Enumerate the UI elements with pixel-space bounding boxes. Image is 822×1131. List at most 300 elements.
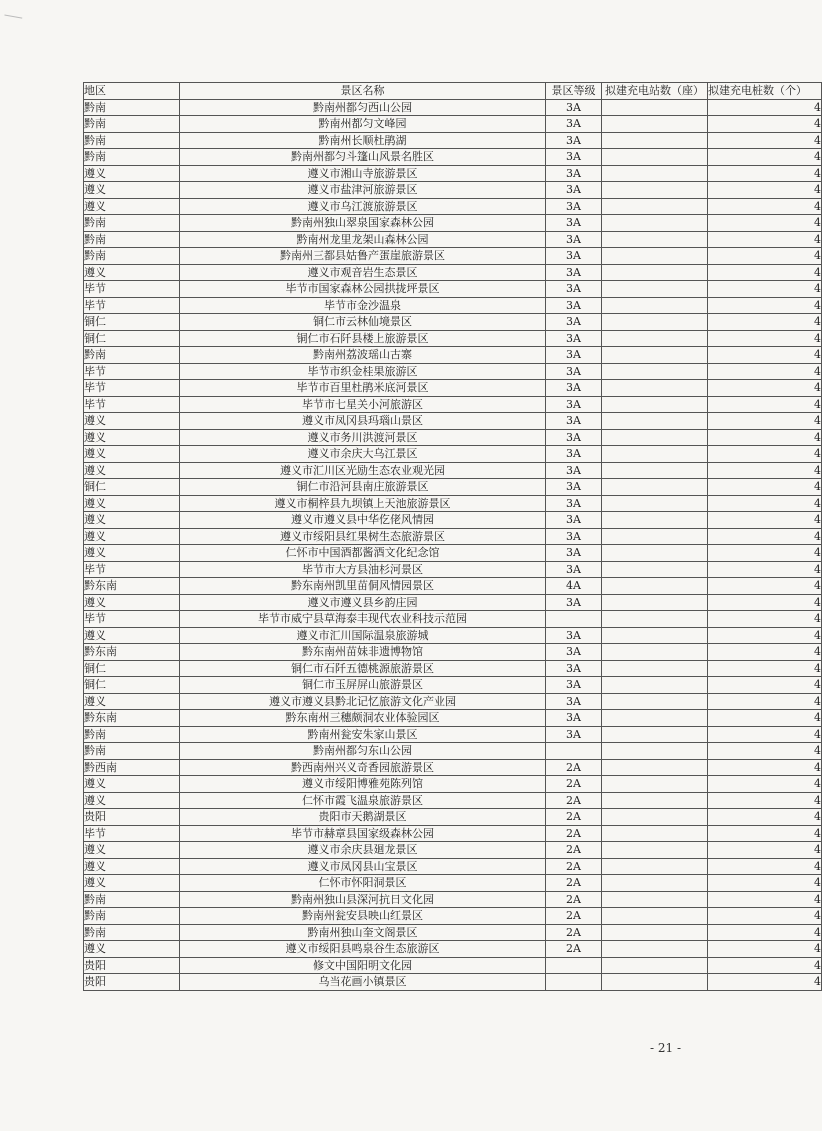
table-row	[84, 330, 822, 347]
cell-stations	[602, 165, 708, 182]
cell-scenic-name: 黔东南州三穗颇洞农业体验园区	[180, 710, 546, 727]
cell-level: 3A	[546, 264, 602, 281]
cell-scenic-name: 遵义市汇川区光励生态农业观光园	[180, 462, 546, 479]
table-row	[84, 561, 822, 578]
cell-stations	[602, 231, 708, 248]
cell-scenic-name: 遵义市遵义县黔北记忆旅游文化产业园	[180, 693, 546, 710]
cell-scenic-name: 仁怀市怀阳洞景区	[180, 875, 546, 892]
cell-scenic-name: 遵义市汇川国际温泉旅游城	[180, 627, 546, 644]
cell-region: 毕节	[84, 611, 180, 628]
cell-region: 毕节	[84, 363, 180, 380]
table-row	[84, 495, 822, 512]
cell-scenic-name: 黔西南州兴义奇香园旅游景区	[180, 759, 546, 776]
cell-piles: 4	[708, 281, 822, 298]
cell-region: 黔南	[84, 248, 180, 265]
cell-level: 3A	[546, 545, 602, 562]
cell-region: 铜仁	[84, 330, 180, 347]
cell-scenic-name: 毕节市国家森林公园拱拢坪景区	[180, 281, 546, 298]
cell-region: 铜仁	[84, 660, 180, 677]
cell-scenic-name: 黔东南州凯里苗侗风情园景区	[180, 578, 546, 595]
cell-scenic-name: 毕节市七星关小河旅游区	[180, 396, 546, 413]
cell-stations	[602, 545, 708, 562]
cell-scenic-name: 黔南州都匀东山公园	[180, 743, 546, 760]
charging-plan-table	[83, 82, 822, 991]
cell-level: 3A	[546, 627, 602, 644]
cell-piles: 4	[708, 479, 822, 496]
cell-stations	[602, 446, 708, 463]
cell-region: 黔东南	[84, 710, 180, 727]
cell-region: 遵义	[84, 842, 180, 859]
table-row	[84, 413, 822, 430]
cell-region: 毕节	[84, 281, 180, 298]
cell-piles: 4	[708, 809, 822, 826]
cell-stations	[602, 116, 708, 133]
cell-scenic-name: 乌当花画小镇景区	[180, 974, 546, 991]
table-row	[84, 908, 822, 925]
cell-level: 3A	[546, 149, 602, 166]
cell-region: 毕节	[84, 380, 180, 397]
cell-region: 毕节	[84, 396, 180, 413]
cell-piles: 4	[708, 611, 822, 628]
table-row	[84, 545, 822, 562]
cell-stations	[602, 726, 708, 743]
cell-stations	[602, 297, 708, 314]
cell-stations	[602, 264, 708, 281]
table-row	[84, 182, 822, 199]
cell-level	[546, 743, 602, 760]
cell-level: 3A	[546, 726, 602, 743]
cell-level: 3A	[546, 693, 602, 710]
cell-scenic-name: 仁怀市中国酒都酱酒文化纪念馆	[180, 545, 546, 562]
cell-stations	[602, 198, 708, 215]
cell-level: 3A	[546, 99, 602, 116]
cell-scenic-name: 黔南州三都县姑鲁产蛋崖旅游景区	[180, 248, 546, 265]
cell-level: 3A	[546, 413, 602, 430]
cell-region: 遵义	[84, 776, 180, 793]
cell-region: 铜仁	[84, 314, 180, 331]
table-row	[84, 248, 822, 265]
cell-region: 遵义	[84, 446, 180, 463]
cell-stations	[602, 924, 708, 941]
cell-region: 遵义	[84, 792, 180, 809]
cell-level: 2A	[546, 941, 602, 958]
cell-stations	[602, 413, 708, 430]
table-row	[84, 891, 822, 908]
cell-stations	[602, 974, 708, 991]
cell-scenic-name: 黔南州独山奎文阁景区	[180, 924, 546, 941]
table-row	[84, 759, 822, 776]
cell-stations	[602, 743, 708, 760]
cell-level: 2A	[546, 891, 602, 908]
cell-level: 2A	[546, 776, 602, 793]
cell-scenic-name: 修文中国阳明文化园	[180, 957, 546, 974]
cell-stations	[602, 578, 708, 595]
cell-piles: 4	[708, 710, 822, 727]
table-row	[84, 396, 822, 413]
table-row	[84, 644, 822, 661]
table-row	[84, 726, 822, 743]
cell-scenic-name: 遵义市凤冈县山宝景区	[180, 858, 546, 875]
table-row	[84, 858, 822, 875]
cell-region: 遵义	[84, 198, 180, 215]
cell-stations	[602, 660, 708, 677]
table-row	[84, 462, 822, 479]
cell-scenic-name: 黔南州都匀斗篷山风景名胜区	[180, 149, 546, 166]
cell-region: 遵义	[84, 165, 180, 182]
cell-piles: 4	[708, 380, 822, 397]
cell-level: 2A	[546, 908, 602, 925]
cell-stations	[602, 677, 708, 694]
cell-piles: 4	[708, 446, 822, 463]
cell-region: 黔南	[84, 347, 180, 364]
table-row	[84, 594, 822, 611]
table-row	[84, 792, 822, 809]
cell-level: 2A	[546, 825, 602, 842]
cell-piles: 4	[708, 330, 822, 347]
cell-region: 遵义	[84, 512, 180, 529]
cell-scenic-name: 遵义市湘山寺旅游景区	[180, 165, 546, 182]
cell-stations	[602, 347, 708, 364]
cell-level: 2A	[546, 875, 602, 892]
cell-scenic-name: 黔南州独山县深河抗日文化园	[180, 891, 546, 908]
cell-region: 黔南	[84, 743, 180, 760]
cell-piles: 4	[708, 165, 822, 182]
cell-level: 3A	[546, 182, 602, 199]
cell-scenic-name: 黔南州独山翠泉国家森林公园	[180, 215, 546, 232]
cell-scenic-name: 黔南州瓮安县映山红景区	[180, 908, 546, 925]
table-row	[84, 924, 822, 941]
cell-stations	[602, 858, 708, 875]
cell-piles: 4	[708, 726, 822, 743]
cell-level: 3A	[546, 347, 602, 364]
cell-scenic-name: 遵义市余庆县廻龙景区	[180, 842, 546, 859]
cell-piles: 4	[708, 693, 822, 710]
page-number: - 21 -	[650, 1041, 682, 1055]
cell-stations	[602, 479, 708, 496]
cell-stations	[602, 330, 708, 347]
cell-region: 黔南	[84, 908, 180, 925]
table-row	[84, 957, 822, 974]
cell-piles: 4	[708, 908, 822, 925]
cell-scenic-name: 毕节市赫章县国家级森林公园	[180, 825, 546, 842]
table-row	[84, 842, 822, 859]
table-row	[84, 297, 822, 314]
cell-scenic-name: 遵义市凤冈县玛瑙山景区	[180, 413, 546, 430]
cell-region: 遵义	[84, 413, 180, 430]
cell-piles: 4	[708, 495, 822, 512]
cell-level: 3A	[546, 710, 602, 727]
cell-stations	[602, 281, 708, 298]
header-region: 地区	[84, 83, 180, 100]
table-row	[84, 446, 822, 463]
cell-piles: 4	[708, 248, 822, 265]
cell-level: 3A	[546, 215, 602, 232]
cell-stations	[602, 611, 708, 628]
cell-level: 3A	[546, 231, 602, 248]
cell-level: 3A	[546, 198, 602, 215]
cell-scenic-name: 黔南州荔波瑶山古寨	[180, 347, 546, 364]
cell-level: 3A	[546, 380, 602, 397]
table-row	[84, 198, 822, 215]
cell-level	[546, 974, 602, 991]
table-row	[84, 380, 822, 397]
cell-stations	[602, 710, 708, 727]
cell-region: 黔东南	[84, 644, 180, 661]
cell-region: 遵义	[84, 264, 180, 281]
cell-scenic-name: 黔南州都匀文峰园	[180, 116, 546, 133]
cell-stations	[602, 248, 708, 265]
cell-region: 毕节	[84, 825, 180, 842]
cell-region: 黔南	[84, 149, 180, 166]
table-row	[84, 875, 822, 892]
cell-level: 3A	[546, 363, 602, 380]
cell-scenic-name: 毕节市金沙温泉	[180, 297, 546, 314]
cell-scenic-name: 遵义市绥阳县鸣泉谷生态旅游区	[180, 941, 546, 958]
cell-stations	[602, 809, 708, 826]
cell-stations	[602, 941, 708, 958]
cell-scenic-name: 遵义市绥阳博雅苑陈列馆	[180, 776, 546, 793]
cell-piles: 4	[708, 842, 822, 859]
cell-level: 3A	[546, 528, 602, 545]
cell-piles: 4	[708, 429, 822, 446]
cell-region: 黔南	[84, 132, 180, 149]
cell-stations	[602, 957, 708, 974]
cell-region: 黔南	[84, 231, 180, 248]
cell-level: 3A	[546, 116, 602, 133]
cell-scenic-name: 遵义市盐津河旅游景区	[180, 182, 546, 199]
cell-stations	[602, 363, 708, 380]
cell-scenic-name: 毕节市百里杜鹃米底河景区	[180, 380, 546, 397]
cell-scenic-name: 黔南州龙里龙架山森林公园	[180, 231, 546, 248]
table-row	[84, 941, 822, 958]
cell-region: 遵义	[84, 875, 180, 892]
cell-level: 3A	[546, 479, 602, 496]
cell-stations	[602, 561, 708, 578]
cell-piles: 4	[708, 132, 822, 149]
table-row	[84, 974, 822, 991]
cell-scenic-name: 贵阳市天鹅湖景区	[180, 809, 546, 826]
header-level: 景区等级	[546, 83, 602, 100]
cell-scenic-name: 铜仁市石阡县楼上旅游景区	[180, 330, 546, 347]
cell-piles: 4	[708, 594, 822, 611]
cell-stations	[602, 182, 708, 199]
table-header-row	[84, 83, 822, 100]
cell-piles: 4	[708, 924, 822, 941]
cell-region: 遵义	[84, 429, 180, 446]
cell-piles: 4	[708, 116, 822, 133]
cell-region: 黔南	[84, 215, 180, 232]
table-row	[84, 693, 822, 710]
cell-level: 3A	[546, 561, 602, 578]
cell-region: 黔南	[84, 726, 180, 743]
cell-piles: 4	[708, 578, 822, 595]
cell-scenic-name: 毕节市威宁县草海泰丰现代农业科技示范园	[180, 611, 546, 628]
cell-scenic-name: 铜仁市石阡五德桃源旅游景区	[180, 660, 546, 677]
cell-stations	[602, 429, 708, 446]
cell-piles: 4	[708, 825, 822, 842]
cell-level: 3A	[546, 429, 602, 446]
table-row	[84, 611, 822, 628]
cell-level: 3A	[546, 660, 602, 677]
cell-stations	[602, 380, 708, 397]
header-scenic-name: 景区名称	[180, 83, 546, 100]
cell-scenic-name: 遵义市桐梓县九坝镇上天池旅游景区	[180, 495, 546, 512]
table-row	[84, 347, 822, 364]
cell-piles: 4	[708, 314, 822, 331]
cell-level: 3A	[546, 446, 602, 463]
cell-level: 3A	[546, 462, 602, 479]
cell-stations	[602, 908, 708, 925]
cell-scenic-name: 遵义市遵义县中华仡佬风情园	[180, 512, 546, 529]
cell-region: 贵阳	[84, 957, 180, 974]
cell-region: 遵义	[84, 495, 180, 512]
cell-piles: 4	[708, 198, 822, 215]
cell-stations	[602, 842, 708, 859]
cell-piles: 4	[708, 215, 822, 232]
cell-piles: 4	[708, 182, 822, 199]
cell-scenic-name: 黔南州长顺杜鹃湖	[180, 132, 546, 149]
cell-scenic-name: 毕节市大方县油杉河景区	[180, 561, 546, 578]
table-row	[84, 429, 822, 446]
cell-region: 黔南	[84, 924, 180, 941]
table-row	[84, 99, 822, 116]
cell-stations	[602, 99, 708, 116]
cell-region: 遵义	[84, 941, 180, 958]
table-row	[84, 809, 822, 826]
cell-level: 3A	[546, 495, 602, 512]
cell-stations	[602, 644, 708, 661]
cell-scenic-name: 遵义市遵义县乡韵庄园	[180, 594, 546, 611]
table-row	[84, 314, 822, 331]
cell-piles: 4	[708, 396, 822, 413]
table-row	[84, 627, 822, 644]
cell-piles: 4	[708, 561, 822, 578]
cell-scenic-name: 黔南州瓮安朱家山景区	[180, 726, 546, 743]
cell-region: 遵义	[84, 462, 180, 479]
cell-level: 2A	[546, 858, 602, 875]
cell-piles: 4	[708, 627, 822, 644]
cell-piles: 4	[708, 759, 822, 776]
cell-stations	[602, 792, 708, 809]
cell-stations	[602, 759, 708, 776]
table-row	[84, 281, 822, 298]
cell-scenic-name: 仁怀市霞飞温泉旅游景区	[180, 792, 546, 809]
cell-piles: 4	[708, 792, 822, 809]
cell-level: 3A	[546, 677, 602, 694]
table-row	[84, 578, 822, 595]
table-row	[84, 825, 822, 842]
cell-level: 3A	[546, 281, 602, 298]
cell-level: 2A	[546, 842, 602, 859]
cell-piles: 4	[708, 677, 822, 694]
cell-level: 3A	[546, 314, 602, 331]
table-row	[84, 116, 822, 133]
cell-piles: 4	[708, 297, 822, 314]
table-row	[84, 132, 822, 149]
cell-piles: 4	[708, 875, 822, 892]
cell-piles: 4	[708, 231, 822, 248]
table-row	[84, 743, 822, 760]
cell-region: 贵阳	[84, 809, 180, 826]
cell-region: 遵义	[84, 858, 180, 875]
cell-stations	[602, 149, 708, 166]
cell-piles: 4	[708, 462, 822, 479]
cell-region: 黔南	[84, 891, 180, 908]
cell-scenic-name: 铜仁市玉屏屏山旅游景区	[180, 677, 546, 694]
cell-region: 毕节	[84, 561, 180, 578]
cell-region: 铜仁	[84, 479, 180, 496]
cell-scenic-name: 黔南州都匀西山公园	[180, 99, 546, 116]
cell-region: 贵阳	[84, 974, 180, 991]
cell-stations	[602, 825, 708, 842]
cell-level: 2A	[546, 809, 602, 826]
cell-piles: 4	[708, 99, 822, 116]
cell-level	[546, 957, 602, 974]
cell-stations	[602, 132, 708, 149]
cell-stations	[602, 875, 708, 892]
cell-region: 毕节	[84, 297, 180, 314]
cell-level: 4A	[546, 578, 602, 595]
cell-scenic-name: 铜仁市云林仙境景区	[180, 314, 546, 331]
cell-stations	[602, 462, 708, 479]
cell-region: 遵义	[84, 182, 180, 199]
table-row	[84, 215, 822, 232]
cell-region: 黔南	[84, 116, 180, 133]
cell-region: 遵义	[84, 545, 180, 562]
cell-stations	[602, 693, 708, 710]
table-row	[84, 165, 822, 182]
table-row	[84, 264, 822, 281]
table-row	[84, 231, 822, 248]
cell-region: 遵义	[84, 693, 180, 710]
cell-piles: 4	[708, 264, 822, 281]
cell-piles: 4	[708, 347, 822, 364]
cell-piles: 4	[708, 545, 822, 562]
cell-piles: 4	[708, 891, 822, 908]
cell-stations	[602, 314, 708, 331]
cell-level: 3A	[546, 594, 602, 611]
cell-scenic-name: 铜仁市沿河县南庄旅游景区	[180, 479, 546, 496]
cell-scenic-name: 遵义市余庆大乌江景区	[180, 446, 546, 463]
cell-region: 遵义	[84, 594, 180, 611]
cell-piles: 4	[708, 957, 822, 974]
cell-piles: 4	[708, 776, 822, 793]
cell-scenic-name: 黔东南州苗妹非遗博物馆	[180, 644, 546, 661]
cell-level: 3A	[546, 248, 602, 265]
cell-region: 铜仁	[84, 677, 180, 694]
cell-stations	[602, 396, 708, 413]
cell-stations	[602, 495, 708, 512]
cell-level: 3A	[546, 297, 602, 314]
cell-level: 3A	[546, 330, 602, 347]
cell-stations	[602, 627, 708, 644]
cell-level: 3A	[546, 396, 602, 413]
cell-scenic-name: 毕节市织金桂果旅游区	[180, 363, 546, 380]
table-row	[84, 677, 822, 694]
cell-region: 遵义	[84, 528, 180, 545]
cell-stations	[602, 594, 708, 611]
cell-region: 黔西南	[84, 759, 180, 776]
cell-level: 2A	[546, 924, 602, 941]
cell-piles: 4	[708, 413, 822, 430]
cell-piles: 4	[708, 858, 822, 875]
table-row	[84, 776, 822, 793]
cell-level: 2A	[546, 792, 602, 809]
table-row	[84, 363, 822, 380]
cell-level: 3A	[546, 165, 602, 182]
cell-level	[546, 611, 602, 628]
cell-piles: 4	[708, 512, 822, 529]
